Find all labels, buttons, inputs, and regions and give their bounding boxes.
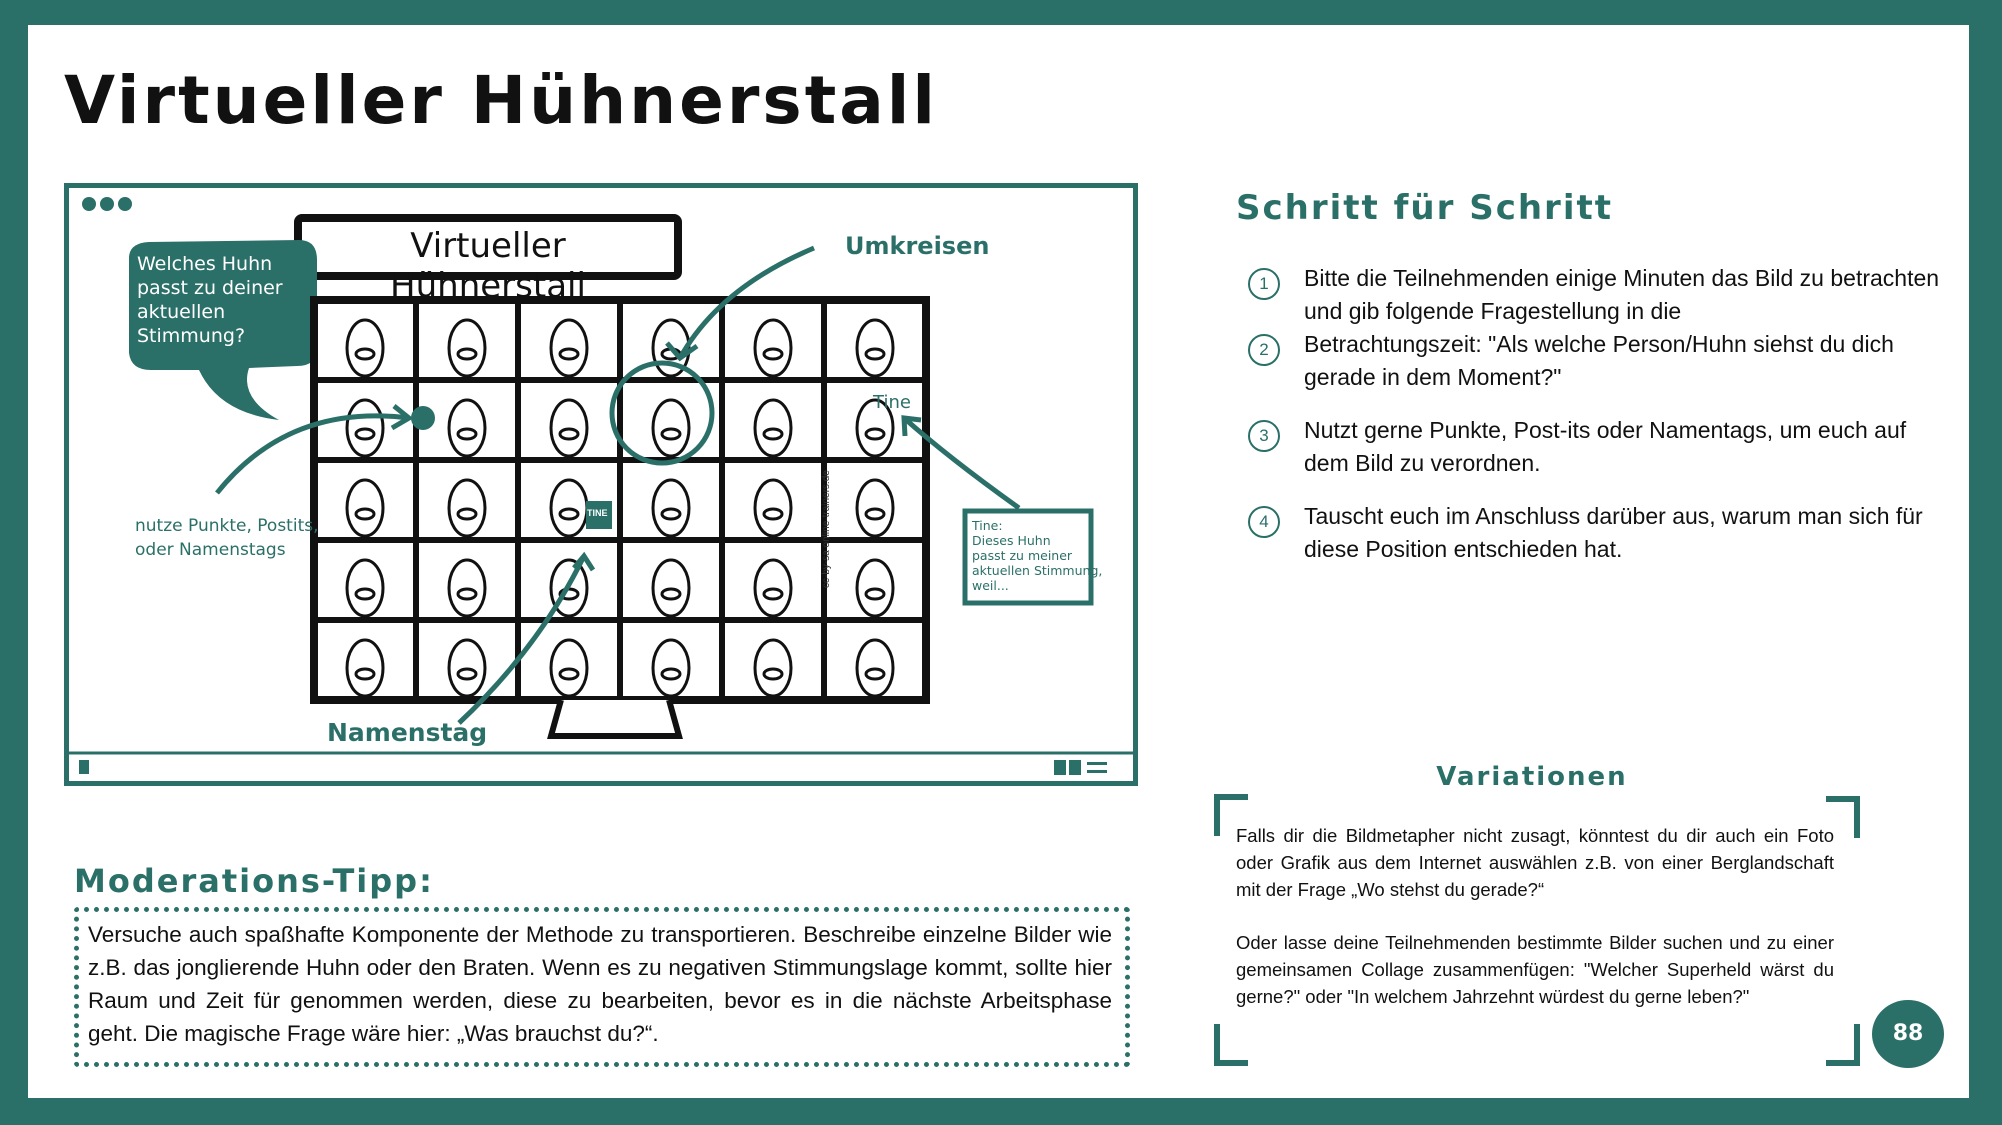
chicken-beak (356, 429, 374, 439)
window-dots-icon (82, 197, 132, 211)
chicken-beak (764, 429, 782, 439)
step-number-icon: 4 (1248, 506, 1280, 538)
view-toggle-icon (1054, 760, 1107, 775)
chicken-beak (662, 429, 680, 439)
scroll-handle (79, 760, 89, 774)
chicken-beak (356, 349, 374, 359)
step-number-icon: 3 (1248, 420, 1280, 452)
chicken-beak (560, 429, 578, 439)
steps-list (1248, 262, 1948, 566)
chicken-beak (458, 349, 476, 359)
chicken-beak (560, 509, 578, 519)
chicken-beak (764, 509, 782, 519)
step-item: 3 Nutzt gerne Punkte, Post-its oder Namentags, um euch auf dem Bild zu verordnen. (1248, 414, 1948, 480)
variations-heading: Variationen (1436, 762, 1628, 792)
speech-bubble-text (137, 252, 317, 348)
chicken-beak (866, 429, 884, 439)
chicken-beak (662, 509, 680, 519)
chicken-beak (764, 669, 782, 679)
credit-text: cc-by-sa online-trainers.de (821, 470, 832, 588)
bubble-line: aktuellen Stimmung? (137, 301, 246, 347)
chicken-beak (764, 349, 782, 359)
step-item: 4 Tauscht euch im Anschluss darüber aus, warum man sich für diese Position entschieden hat. (1248, 500, 1948, 566)
chicken-beak (356, 669, 374, 679)
chicken-beak (560, 669, 578, 679)
tip-heading: Moderations-Tipp: (74, 862, 434, 900)
chicken-beak (458, 669, 476, 679)
page-number: 88 (1872, 1000, 1944, 1068)
step-number-icon: 2 (1248, 334, 1280, 366)
variations-text (1236, 822, 1834, 1036)
label-namenstag: Namenstag (327, 718, 488, 747)
steps-heading: Schritt für Schritt (1236, 188, 1613, 228)
variation-paragraph: Falls dir die Bildmetapher nicht zusagt, könntest du dir auch ein Foto oder Grafik aus dem Internet auswählen z.B. von einer Berglandschaft mit der Frage „Wo stehst du gerade?“ (1236, 825, 1834, 900)
note-text: Tine: Dieses Huhn passt zu meiner aktuellen Stimmung, weil... (972, 518, 1103, 593)
illustration-window (64, 183, 1138, 786)
step-number-icon: 1 (1248, 268, 1280, 300)
illustration-title: Virtueller Hühnerstall (390, 226, 586, 306)
chicken-beak (866, 349, 884, 359)
label-umkreisen: Umkreisen (845, 232, 990, 260)
chicken-beak (458, 429, 476, 439)
chicken-beak (356, 509, 374, 519)
step-item: 2 Betrachtungszeit: "Als welche Person/Huhn siehst du dich gerade in dem Moment?" (1248, 328, 1948, 394)
monitor (314, 300, 926, 736)
chicken-beak (764, 589, 782, 599)
cell-name-tine: Tine (873, 392, 911, 413)
chicken-beak (866, 669, 884, 679)
name-tag-text: TINE (587, 508, 608, 518)
bubble-line: passt zu deiner (137, 277, 283, 299)
variation-paragraph: Oder lasse deine Teilnehmenden bestimmte Bilder suchen und zu einer gemeinsamen Collage zusammenfügen: "Welcher Superheld wärst du gerne?" oder "In welchem Jahrzehnt würdest du gerne leben?" (1236, 932, 1834, 1007)
chicken-beak (458, 589, 476, 599)
chicken-beak (560, 349, 578, 359)
bubble-line: Welches Huhn (137, 253, 273, 275)
label-points: nutze Punkte, Postits, oder Namenstags (135, 516, 319, 560)
chicken-beak (356, 589, 374, 599)
tip-text: Versuche auch spaßhafte Komponente der Methode zu transportieren. Beschreibe einzelne Bilder wie z.B. das jonglierende Huhn oder den Braten. Wenn es zu negativen Stimmungslage kommt, sollte hier Raum und Zeit für genommen werden, diese zu bearbeiten, bevor es in die nächste Arbeitsphase geht. Die magische Frage wäre hier: „Was brauchst du?“. (88, 922, 1112, 1046)
step-item: 1 Bitte die Teilnehmenden einige Minuten das Bild zu betrachten und gib folgende Fragestellung in die (1248, 262, 1948, 328)
page-title: Virtueller Hühnerstall (64, 62, 939, 139)
chicken-beak (866, 589, 884, 599)
chicken-beak (866, 509, 884, 519)
chicken-beak (458, 509, 476, 519)
chicken-beak (662, 589, 680, 599)
chicken-beak (662, 669, 680, 679)
dot-sticker (411, 406, 435, 430)
